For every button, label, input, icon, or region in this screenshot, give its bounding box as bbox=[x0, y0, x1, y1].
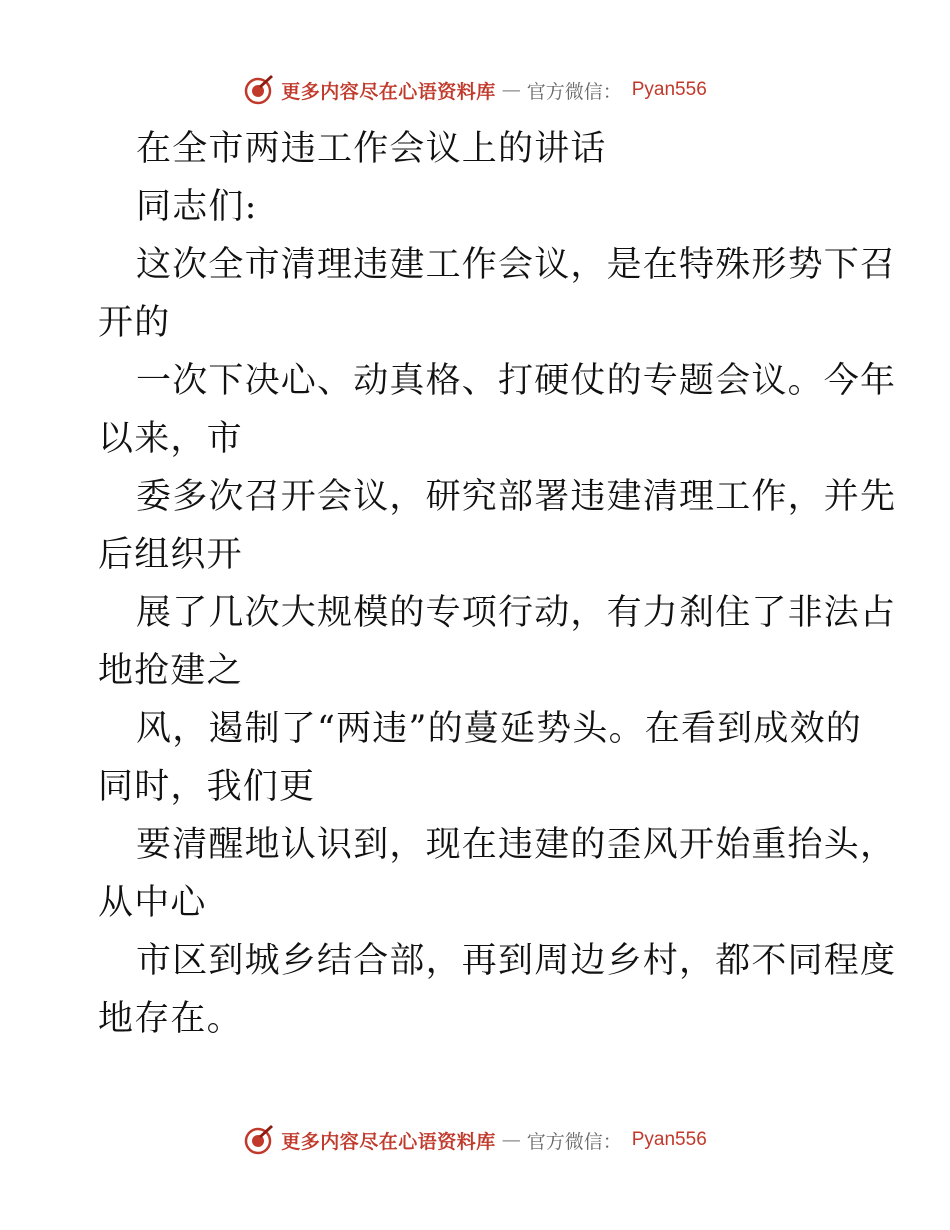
document-title: 在全市两违工作会议上的讲话 bbox=[136, 129, 607, 169]
pen-logo-icon bbox=[243, 1124, 275, 1156]
footer-watermark bbox=[0, 1120, 950, 1160]
watermark-label: 官方微信： bbox=[526, 80, 622, 103]
watermark-dash: — bbox=[501, 79, 521, 101]
pen-logo-icon bbox=[243, 74, 275, 106]
salutation: 同志们: bbox=[136, 187, 258, 227]
watermark-id: Pyan556 bbox=[631, 1129, 707, 1150]
text-line: 要清醒地认识到，现在违建的歪风开始重抬头， bbox=[136, 825, 897, 865]
watermark-id: Pyan556 bbox=[631, 79, 707, 100]
watermark-dash: — bbox=[501, 1129, 521, 1151]
text-line: 风，遏制了“两违”的蔓延势头。在看到成效的 bbox=[136, 709, 862, 749]
watermark-label: 官方微信： bbox=[526, 1130, 622, 1153]
watermark-title: 更多内容尽在心语资料库 bbox=[281, 1130, 496, 1153]
document-body bbox=[98, 120, 897, 1048]
text-line: 一次下决心、动真格、打硬仗的专题会议。今年 bbox=[136, 361, 897, 401]
text-line: 市区到城乡结合部，再到周边乡村，都不同程度 bbox=[136, 941, 897, 981]
text-line: 地抢建之 bbox=[98, 651, 243, 691]
text-line: 后组织开 bbox=[98, 535, 243, 575]
text-line: 委多次召开会议，研究部署违建清理工作，并先 bbox=[136, 477, 897, 517]
text-line: 以来，市 bbox=[98, 419, 243, 459]
watermark-title: 更多内容尽在心语资料库 bbox=[281, 80, 496, 103]
text-line: 地存在。 bbox=[98, 999, 243, 1039]
text-line: 这次全市清理违建工作会议，是在特殊形势下召 bbox=[136, 245, 897, 285]
text-line: 同时，我们更 bbox=[98, 767, 316, 807]
text-line: 从中心 bbox=[98, 883, 207, 923]
text-line: 开的 bbox=[98, 303, 171, 343]
header-watermark bbox=[0, 70, 950, 110]
text-line: 展了几次大规模的专项行动，有力刹住了非法占 bbox=[136, 593, 897, 633]
